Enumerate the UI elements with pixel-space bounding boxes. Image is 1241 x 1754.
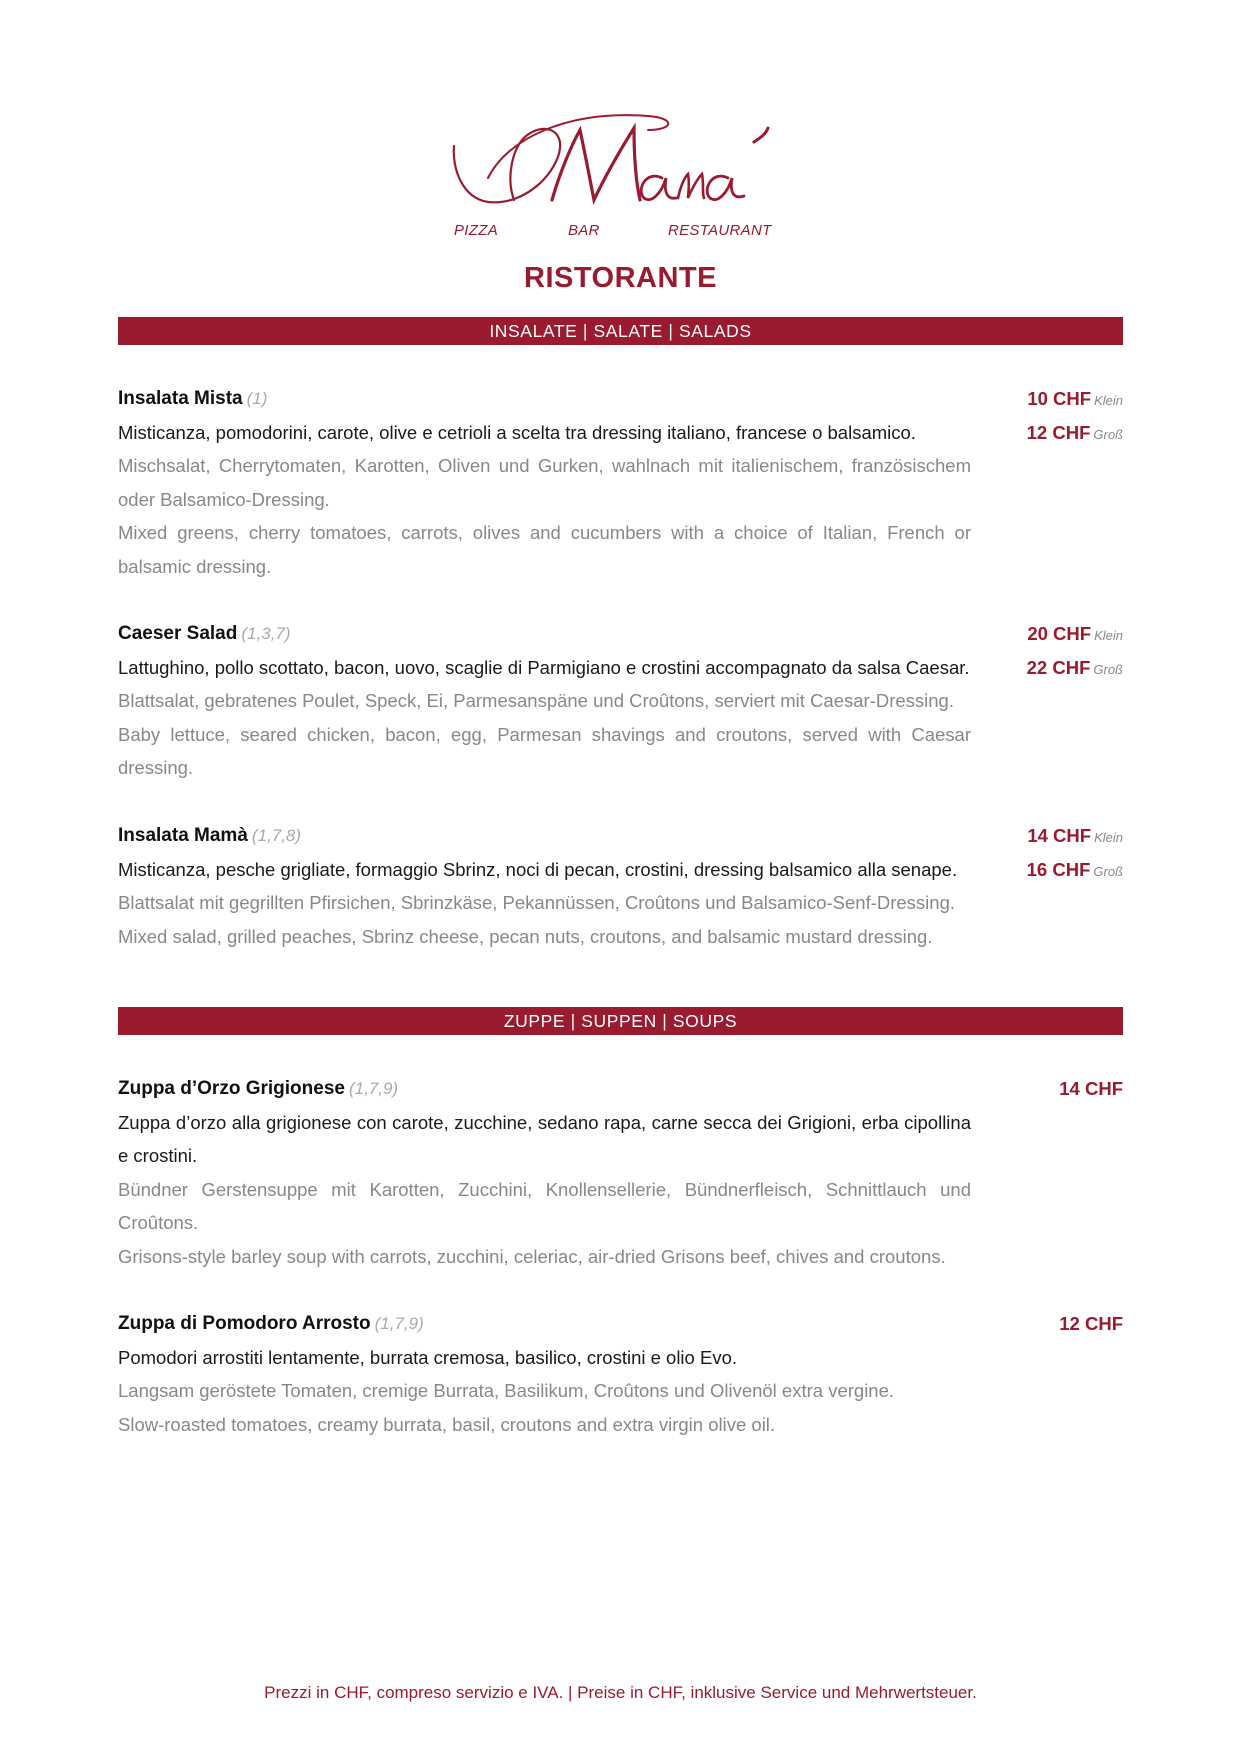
description-english: Slow-roasted tomatoes, creamy burrata, basil, croutons and extra virgin olive oil. (118, 1413, 776, 1435)
item-name: Zuppa di Pomodoro Arrosto (118, 1313, 371, 1334)
item-description (118, 416, 971, 584)
item-name: Insalata Mamà (118, 825, 248, 846)
item-title (118, 617, 1123, 651)
description-english: Grisons-style barley soup with carrots, zucchini, celeriac, air-dried Grisons beef, chives and croutons. (118, 1245, 946, 1267)
item-allergens: (1,7,9) (374, 1314, 424, 1333)
menu-item-caeser-salad (118, 617, 1123, 785)
item-prices (1027, 382, 1123, 449)
description-german: Mischsalat, Cherrytomaten, Karotten, Oliven und Gurken, wahlnach mit italienischem, französischem oder Balsamico-Dressing. (118, 455, 971, 510)
item-description (118, 1341, 971, 1442)
price: 14 CHF (1059, 1078, 1123, 1099)
logo-sub-restaurant: RESTAURANT (668, 222, 772, 239)
price-small: 14 CHF Klein (1027, 825, 1123, 846)
item-description (118, 853, 971, 954)
item-name: Zuppa d’Orzo Grigionese (118, 1078, 345, 1099)
price-small: 10 CHF Klein (1027, 388, 1123, 409)
item-name: Insalata Mista (118, 388, 243, 409)
footer-note: Prezzi in CHF, compreso servizio e IVA. | Preise in CHF, inklusive Service und Mehrwertsteuer. (264, 1683, 977, 1702)
section-header-soups: ZUPPE | SUPPEN | SOUPS (118, 1007, 1123, 1035)
item-description (118, 651, 971, 785)
item-title (118, 382, 1123, 416)
page-title: RISTORANTE (524, 262, 717, 294)
price-small: 20 CHF Klein (1027, 623, 1123, 644)
item-allergens: (1,7,9) (348, 1079, 399, 1098)
item-prices (1059, 1307, 1123, 1341)
description-english: Mixed salad, grilled peaches, Sbrinz cheese, pecan nuts, croutons, and balsamic mustard dressing. (118, 925, 933, 947)
restaurant-logo (448, 108, 788, 248)
menu-item-zuppa-orzo (118, 1072, 1123, 1273)
description-italian: Zuppa d’orzo alla grigionese con carote, zucchine, sedano rapa, carne secca dei Grigioni, erba cipollina e crostini. (118, 1111, 971, 1166)
item-description (118, 1106, 971, 1274)
item-title (118, 1072, 1123, 1106)
menu-item-insalata-mama (118, 819, 1123, 953)
description-italian: Pomodori arrostiti lentamente, burrata cremosa, basilico, crostini e olio Evo. (118, 1346, 737, 1368)
item-title (118, 819, 1123, 853)
menu-item-insalata-mista (118, 382, 1123, 583)
logo-sub-pizza: PIZZA (454, 222, 499, 239)
description-german: Bündner Gerstensuppe mit Karotten, Zucchini, Knollensellerie, Bündnerfleisch, Schnittlauch und Croûtons. (118, 1178, 971, 1233)
description-german: Blattsalat, gebratenes Poulet, Speck, Ei, Parmesanspäne und Croûtons, serviert mit Caesar-Dressing. (118, 690, 954, 711)
description-italian: Misticanza, pesche grigliate, formaggio Sbrinz, noci di pecan, crostini, dressing balsamico alla senape. (118, 858, 958, 880)
price: 12 CHF (1059, 1313, 1123, 1334)
price-large: 16 CHF Groß (1026, 858, 1123, 880)
description-english: Baby lettuce, seared chicken, bacon, egg, Parmesan shavings and croutons, served with Caesar dressing. (118, 723, 971, 778)
description-italian: Misticanza, pomodorini, carote, olive e cetrioli a scelta tra dressing italiano, francese o balsamico. (118, 421, 916, 443)
description-english: Mixed greens, cherry tomatoes, carrots, olives and cucumbers with a choice of Italian, French or balsamic dressing. (118, 522, 971, 577)
menu-item-zuppa-pomodoro (118, 1307, 1123, 1441)
mama-logo-script (448, 108, 788, 228)
section-header-salads: INSALATE | SALATE | SALADS (118, 317, 1123, 345)
item-prices (1027, 617, 1123, 684)
logo-sub-bar: BAR (568, 222, 600, 239)
description-german: Langsam geröstete Tomaten, cremige Burrata, Basilikum, Croûtons und Olivenöl extra vergine. (118, 1380, 895, 1401)
description-italian: Lattughino, pollo scottato, bacon, uovo, scaglie di Parmigiano e crostini accompagnato da salsa Caesar. (118, 656, 970, 678)
item-allergens: (1,7,8) (251, 826, 302, 845)
item-prices (1059, 1072, 1123, 1106)
price-large: 12 CHF Groß (1026, 421, 1123, 443)
price-large: 22 CHF Groß (1026, 656, 1123, 678)
description-german: Blattsalat mit gegrillten Pfirsichen, Sbrinzkäse, Pekannüssen, Croûtons und Balsamico-Senf-Dressing. (118, 892, 956, 913)
item-name: Caeser Salad (118, 623, 238, 644)
item-title (118, 1307, 1123, 1341)
item-allergens: (1,3,7) (241, 624, 291, 643)
item-allergens: (1) (246, 389, 268, 408)
item-prices (1027, 819, 1123, 886)
